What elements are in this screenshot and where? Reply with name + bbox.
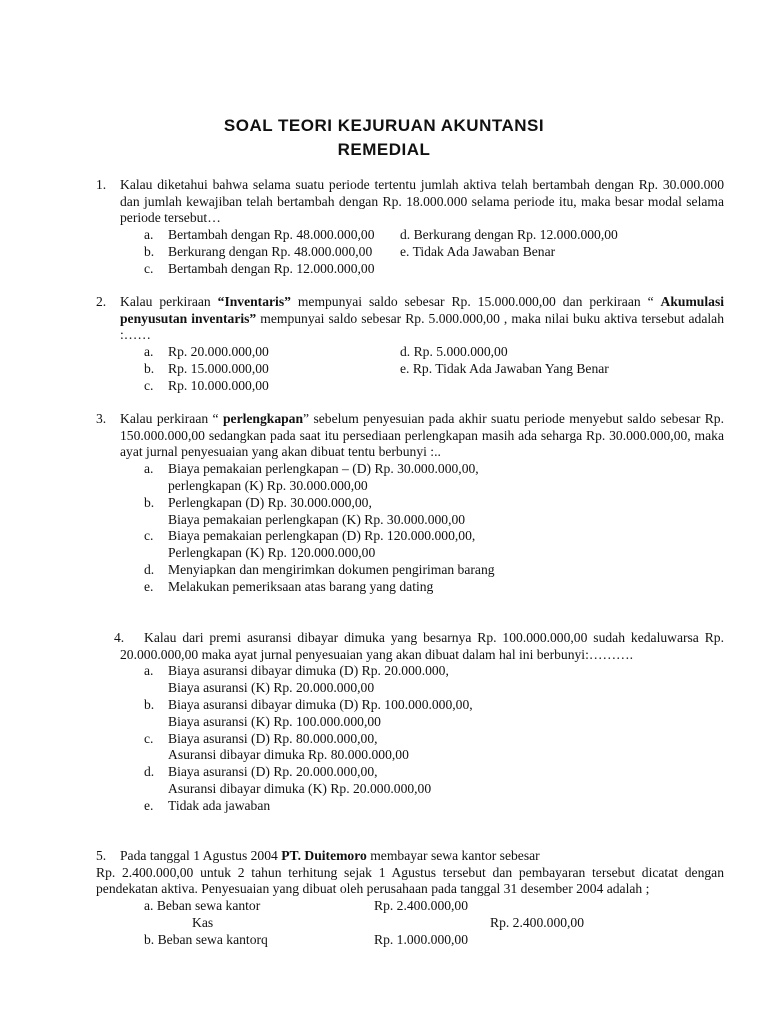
option-label: a. — [144, 663, 154, 679]
option-b: Perlengkapan (D) Rp. 30.000.000,00, — [168, 494, 372, 510]
option-a: Biaya pemakaian perlengkapan – (D) Rp. 30.000.000,00, — [168, 461, 479, 477]
option-b: Berkurang dengan Rp. 48.000.000,00 — [168, 243, 373, 259]
option-b: Rp. 15.000.000,00 — [168, 360, 269, 376]
question-text-continued: Rp. 2.400.000,00 untuk 2 tahun terhitung sejak 1 Agustus tersebut dan pembayaran tersebut dicatat dengan pendekatan aktiva. Penyesuaian yang dibuat oleh perusahaan pada tanggal 31 desember 2004 adalah ; — [96, 864, 724, 897]
option-label: c. — [144, 260, 154, 276]
option-c: Rp. 10.000.000,00 — [168, 377, 269, 393]
option-label: a. — [144, 227, 154, 243]
answer-options — [96, 461, 724, 595]
option-b: Biaya asuransi dibayar dimuka (D) Rp. 100.000.000,00, — [168, 697, 473, 712]
option-b-continued: Biaya asuransi (K) Rp. 100.000.000,00 — [168, 713, 381, 729]
option-label: b. — [144, 360, 155, 376]
option-row — [96, 528, 724, 545]
option-row — [96, 764, 724, 781]
journal-row — [96, 915, 724, 932]
option-d: d. Rp. 5.000.000,00 — [400, 344, 508, 360]
option-row — [96, 227, 724, 244]
question-number: 4. — [114, 630, 125, 645]
option-label: a. — [144, 461, 154, 477]
question-4 — [96, 630, 724, 815]
option-a-continued: Biaya asuransi (K) Rp. 20.000.000,00 — [168, 680, 375, 696]
journal-row — [96, 898, 724, 915]
question-number: 2. — [96, 294, 107, 309]
option-row — [96, 244, 724, 261]
option-row — [96, 663, 724, 680]
option-label: a. — [144, 344, 154, 360]
question-text: Pada tanggal 1 Agustus 2004 PT. Duitemoro membayar sewa kantor sebesar — [120, 848, 540, 863]
option-d: d. Berkurang dengan Rp. 12.000.000,00 — [400, 227, 618, 243]
option-d-continued: Asuransi dibayar dimuka (K) Rp. 20.000.000,00 — [168, 780, 432, 796]
document-subtitle: REMEDIAL — [337, 140, 431, 159]
option-label: e. — [144, 797, 154, 813]
question-text: Kalau perkiraan “ perlengkapan” sebelum penyesuian pada akhir suatu periode menyebut saldo sebesar Rp. 150.000.000,00 sedangkan pada saat itu persediaan perlengkapan masih ada seharga Rp. 30.000.000,00, maka ayat jurnal penyesuaian yang akan dibuat tentu berbunyi :.. — [120, 411, 724, 460]
option-label: c. — [144, 730, 154, 746]
answer-options — [96, 227, 724, 277]
option-row — [96, 378, 724, 395]
option-d: Biaya asuransi (D) Rp. 20.000.000,00, — [168, 764, 378, 780]
question-3 — [96, 411, 724, 595]
option-d: Menyiapkan dan mengirimkan dokumen pengiriman barang — [168, 561, 495, 577]
question-text: Kalau dari premi asuransi dibayar dimuka yang besarnya Rp. 100.000.000,00 sudah kedaluwarsa Rp. 20.000.000,00 maka ayat jurnal penyesuaian yang akan dibuat dalam hal ini berbunyi:………. — [120, 630, 724, 662]
option-a-debit: a. Beban sewa kantor — [144, 898, 261, 914]
option-a-debit-amount: Rp. 2.400.000,00 — [374, 898, 469, 914]
option-c-continued: Perlengkapan (K) Rp. 120.000.000,00 — [168, 545, 376, 561]
option-a-credit-amount: Rp. 2.400.000,00 — [490, 914, 585, 930]
option-row — [96, 697, 724, 714]
question-text: Kalau diketahui bahwa selama suatu periode tertentu jumlah aktiva telah bertambah dengan Rp. 30.000.000 dan jumlah kewajiban telah bertambah dengan Rp. 18.000.000 selama periode itu, maka besar modal selama periode tersebut… — [120, 177, 724, 226]
question-text: Kalau perkiraan “Inventaris” mempunyai saldo sebesar Rp. 15.000.000,00 dan perkiraan “ Akumulasi penyusutan inventaris” mempunyai saldo sebesar Rp. 5.000.000,00 , maka nilai buku aktiva tersebut adalah :…… — [120, 294, 725, 343]
option-b-debit: b. Beban sewa kantorq — [144, 931, 268, 947]
option-label: c. — [144, 377, 154, 393]
option-row — [96, 361, 724, 378]
option-e: e. Rp. Tidak Ada Jawaban Yang Benar — [400, 360, 609, 376]
option-a-continued: perlengkapan (K) Rp. 30.000.000,00 — [168, 477, 368, 493]
option-c: Biaya asuransi (D) Rp. 80.000.000,00, — [168, 730, 378, 746]
option-c: Biaya pemakaian perlengkapan (D) Rp. 120.000.000,00, — [168, 528, 476, 544]
option-row — [96, 495, 724, 512]
option-row — [96, 261, 724, 278]
option-a-credit: Kas — [192, 914, 214, 930]
option-row — [96, 461, 724, 478]
option-a: Biaya asuransi dibayar dimuka (D) Rp. 20.000.000, — [168, 663, 449, 679]
answer-options — [96, 344, 724, 394]
option-e: Melakukan pemeriksaan atas barang yang dating — [168, 578, 434, 594]
option-a: Rp. 20.000.000,00 — [168, 344, 269, 360]
option-b-continued: Biaya pemakaian perlengkapan (K) Rp. 30.000.000,00 — [168, 511, 466, 527]
option-row — [96, 562, 724, 579]
option-row — [96, 579, 724, 596]
option-row — [96, 798, 724, 815]
option-label: b. — [144, 494, 155, 510]
question-number: 3. — [96, 411, 107, 426]
option-row — [96, 344, 724, 361]
option-label: d. — [144, 764, 155, 780]
option-b-debit-amount: Rp. 1.000.000,00 — [374, 931, 469, 947]
question-number: 5. — [96, 848, 107, 863]
option-c-continued: Asuransi dibayar dimuka Rp. 80.000.000,00 — [168, 747, 409, 763]
option-label: e. — [144, 578, 154, 594]
option-e: e. Tidak Ada Jawaban Benar — [400, 243, 556, 259]
answer-options — [96, 663, 724, 814]
option-label: b. — [144, 697, 155, 712]
question-number: 1. — [96, 177, 107, 192]
option-e: Tidak ada jawaban — [168, 797, 271, 813]
option-row — [96, 731, 724, 748]
option-label: d. — [144, 561, 155, 577]
option-label: c. — [144, 528, 154, 544]
question-2 — [96, 294, 724, 395]
question-5 — [96, 848, 724, 949]
journal-row — [96, 932, 724, 949]
question-1 — [96, 177, 724, 278]
option-a: Bertambah dengan Rp. 48.000.000,00 — [168, 227, 375, 243]
option-c: Bertambah dengan Rp. 12.000.000,00 — [168, 260, 375, 276]
document-title: SOAL TEORI KEJURUAN AKUNTANSI — [223, 116, 545, 135]
option-label: b. — [144, 243, 155, 259]
